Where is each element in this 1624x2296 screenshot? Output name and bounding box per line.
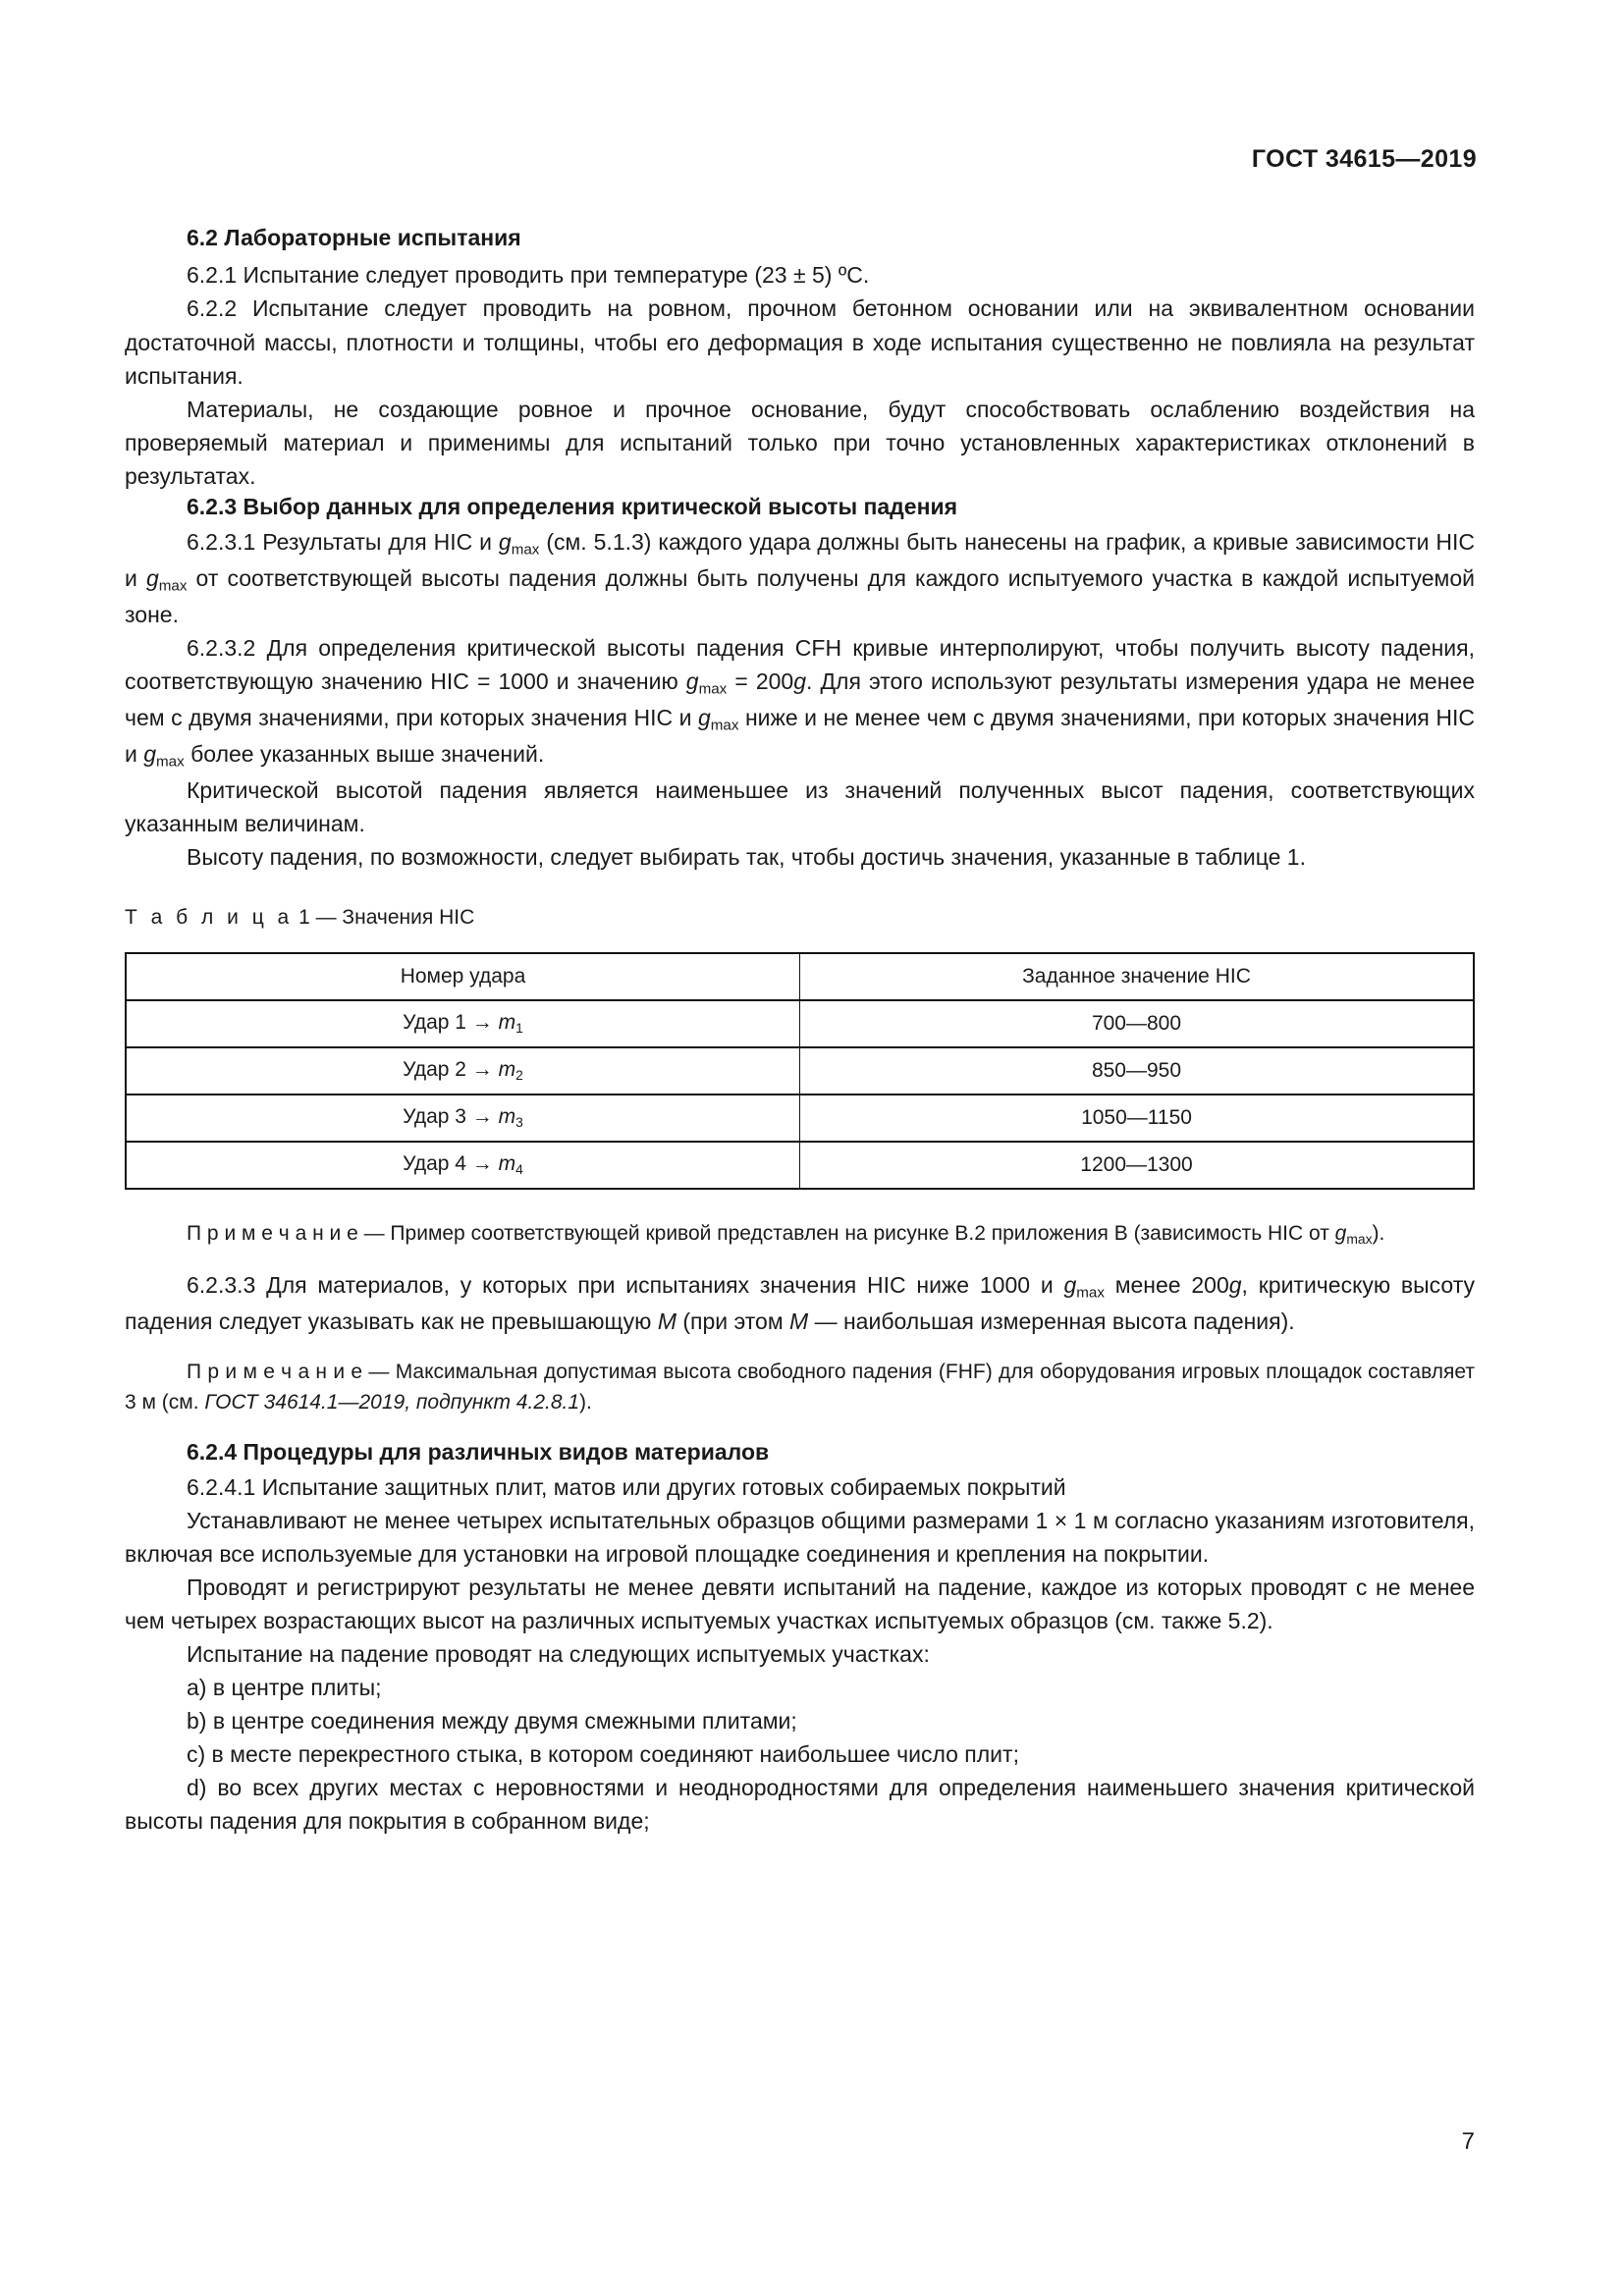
text-run: , критическую высоту падения следует указывать как не превышающую <box>125 1272 1476 1335</box>
symbol-g: g <box>793 668 806 695</box>
table-head <box>126 953 1474 1000</box>
cell-impact: Удар $4 \to m_4$ <box>126 1142 800 1189</box>
symbol-gmax: $g_{max}$ <box>1334 1221 1373 1247</box>
table-caption <box>125 903 1475 932</box>
paragraph-6-2-4-1: 6.2.4.1 Испытание защитных плит, матов или других готовых собираемых покрытий <box>187 1474 1066 1501</box>
column-header-impact-number: Номер удара <box>126 953 800 1000</box>
paragraph-6-2-2: 6.2.2 Испытание следует проводить на ровном, прочном бетонном основании или на эквивалентном основании достаточной массы, плотности и толщины, чтобы его деформация в ходе испытания существенно не повлияла на результат испытания. <box>125 295 1475 389</box>
text-run: 6.2.3.2 Для определения критической высоты падения CFH кривые интерполируют, чтобы получить высоту падения, соответствующую значению HIC = 1000 и значению <box>125 635 1475 695</box>
symbol-gmax: $g_{max}$ <box>145 565 188 595</box>
column-header-hic-value: Заданное значение HIC <box>800 953 1475 1000</box>
heading-6-2-3: 6.2.3 Выбор данных для определения критической высоты падения <box>187 493 958 519</box>
spacer <box>125 1418 1475 1438</box>
standard-reference: ГОСТ 34614.1—2019, подпункт 4.2.8.1 <box>204 1391 580 1415</box>
symbol-gmax: $g_{max}$ <box>498 529 540 559</box>
symbol-mass: $m_1$ <box>498 1011 523 1037</box>
table-row <box>126 1095 1474 1142</box>
symbol-mass: $m_3$ <box>498 1105 523 1131</box>
symbol-mass: $m_2$ <box>498 1058 523 1084</box>
list-item-d: d) во всех других местах с неровностями и неоднородностями для определения наименьшего значения критической высоты падения для покрытия в собранном виде; <box>125 1775 1475 1835</box>
list-item-a: a) в центре плиты; <box>187 1675 382 1701</box>
spacer <box>125 1338 1475 1358</box>
cell-hic: 700—800 <box>800 1000 1475 1047</box>
symbol-M: M <box>657 1308 677 1335</box>
spacer <box>125 1249 1475 1268</box>
text-run: от соответствующей высоты падения должны быть получены для каждого испытуемого участка в каждой испытуемой зоне. <box>125 565 1475 628</box>
table-row <box>126 1000 1474 1047</box>
paragraph-6-2-3-3 <box>125 1268 1475 1338</box>
cell-impact: Удар $2 \to m_2$ <box>126 1047 800 1095</box>
text-run: 6.2.3.3 Для материалов, у которых при испытаниях значения HIC ниже 1000 и <box>187 1272 1064 1299</box>
symbol-M: M <box>789 1308 809 1335</box>
spacer <box>125 1190 1475 1219</box>
text-run: — Максимальная допустимая высота свободного падения (FHF) для оборудования игровых площадок составляет 3 м (см. <box>125 1361 1476 1415</box>
heading-6-2: 6.2 Лабораторные испытания <box>187 225 521 250</box>
text-run: менее 200 <box>1104 1272 1229 1299</box>
table-caption-number: 1 — Значения HIC <box>293 906 475 930</box>
text-run: 6.2.3.1 Результаты для HIC и <box>187 529 499 556</box>
cell-hic: 1200—1300 <box>800 1142 1475 1189</box>
symbol-gmax: $g_{max}$ <box>143 741 185 771</box>
list-item-c: c) в месте перекрестного стыка, в котором соединяют наибольшее число плит; <box>187 1741 1019 1768</box>
cell-hic: 1050—1150 <box>800 1095 1475 1142</box>
paragraph-test-places-intro: Испытание на падение проводят на следующих испытуемых участках: <box>187 1641 930 1668</box>
text-run: ). <box>1372 1221 1385 1245</box>
symbol-gmax: $g_{max}$ <box>1063 1272 1105 1302</box>
table-caption-label: Т а б л и ц а <box>125 906 294 930</box>
symbol-g: g <box>1228 1272 1242 1299</box>
text-run: ). <box>579 1391 592 1415</box>
spacer <box>125 933 1475 952</box>
text-run: (при этом <box>676 1308 790 1335</box>
text-run: — Пример соответствующей кривой представлен на рисунке В.2 приложения В (зависимость HIC от <box>357 1221 1335 1245</box>
text-run: . Для этого используют результаты измерения удара не менее чем с двумя значениями, при которых значения HIC и <box>125 668 1475 731</box>
paragraph-6-2-3-1 <box>125 525 1475 631</box>
paragraph-6-2-1: 6.2.1 Испытание следует проводить при температуре (23 ± 5) ºС. <box>187 262 870 289</box>
table-hic-values <box>125 952 1475 1190</box>
table-row <box>126 1142 1474 1189</box>
text-run: (см. 5.1.3) каждого удара должны быть нанесены на график, а кривые зависимости HIC и <box>125 529 1475 592</box>
table-row <box>126 1047 1474 1095</box>
page-number: 7 <box>1461 2128 1475 2155</box>
text-run: — наибольшая измеренная высота падения). <box>808 1308 1295 1335</box>
note-1 <box>125 1219 1475 1250</box>
table-body <box>126 1000 1474 1189</box>
text-run: ниже и не менее чем с двумя значениями, при которых значения HIC и <box>125 705 1476 768</box>
note-label: П р и м е ч а н и е <box>187 1221 358 1245</box>
note-label: П р и м е ч а н и е <box>187 1361 363 1384</box>
text-run: более указанных выше значений. <box>184 741 545 768</box>
text-run: = 200 <box>727 668 794 695</box>
paragraph-install-samples: Устанавливают не менее четырех испытательных образцов общими размерами 1 × 1 м согласно указаниям изготовителя, включая все используемые для установки на игровой площадке соединения и крепления на покрытии. <box>125 1508 1475 1568</box>
note-2 <box>125 1358 1475 1417</box>
paragraph-critical-height: Критической высотой падения является наименьшее из значений полученных высот падения, соответствующих указанным величинам. <box>125 777 1475 837</box>
cell-hic: 850—950 <box>800 1047 1475 1095</box>
symbol-mass: $m_4$ <box>498 1152 523 1178</box>
spacer <box>125 874 1475 903</box>
cell-impact: Удар $1 \to m_1$ <box>126 1000 800 1047</box>
symbol-gmax: $g_{max}$ <box>697 705 739 734</box>
paragraph-materials: Материалы, не создающие ровное и прочное основание, будут способствовать ослаблению воздействия на проверяемый материал и применимы для испытаний только при точно установленных характеристиках отклонений в результатах. <box>125 396 1475 489</box>
heading-6-2-4: 6.2.4 Процедуры для различных видов материалов <box>187 1438 770 1465</box>
paragraph-fall-height: Высоту падения, по возможности, следует выбирать так, чтобы достичь значения, указанные в таблице 1. <box>187 844 1306 871</box>
running-header: ГОСТ 34615—2019 <box>1251 145 1477 173</box>
table-header-row <box>126 953 1474 1000</box>
cell-impact: Удар $3 \to m_3$ <box>126 1095 800 1142</box>
list-item-b: b) в центре соединения между двумя смежными плитами; <box>187 1708 797 1735</box>
paragraph-6-2-3-2 <box>125 631 1475 774</box>
symbol-gmax: $g_{max}$ <box>685 668 728 698</box>
paragraph-conduct-tests: Проводят и регистрируют результаты не менее девяти испытаний на падение, каждое из которых проводят с не менее чем четырех возрастающих высот на различных испытуемых участках испытуемых образцов (см. также 5.2). <box>125 1575 1475 1634</box>
page-content <box>125 224 1475 1839</box>
